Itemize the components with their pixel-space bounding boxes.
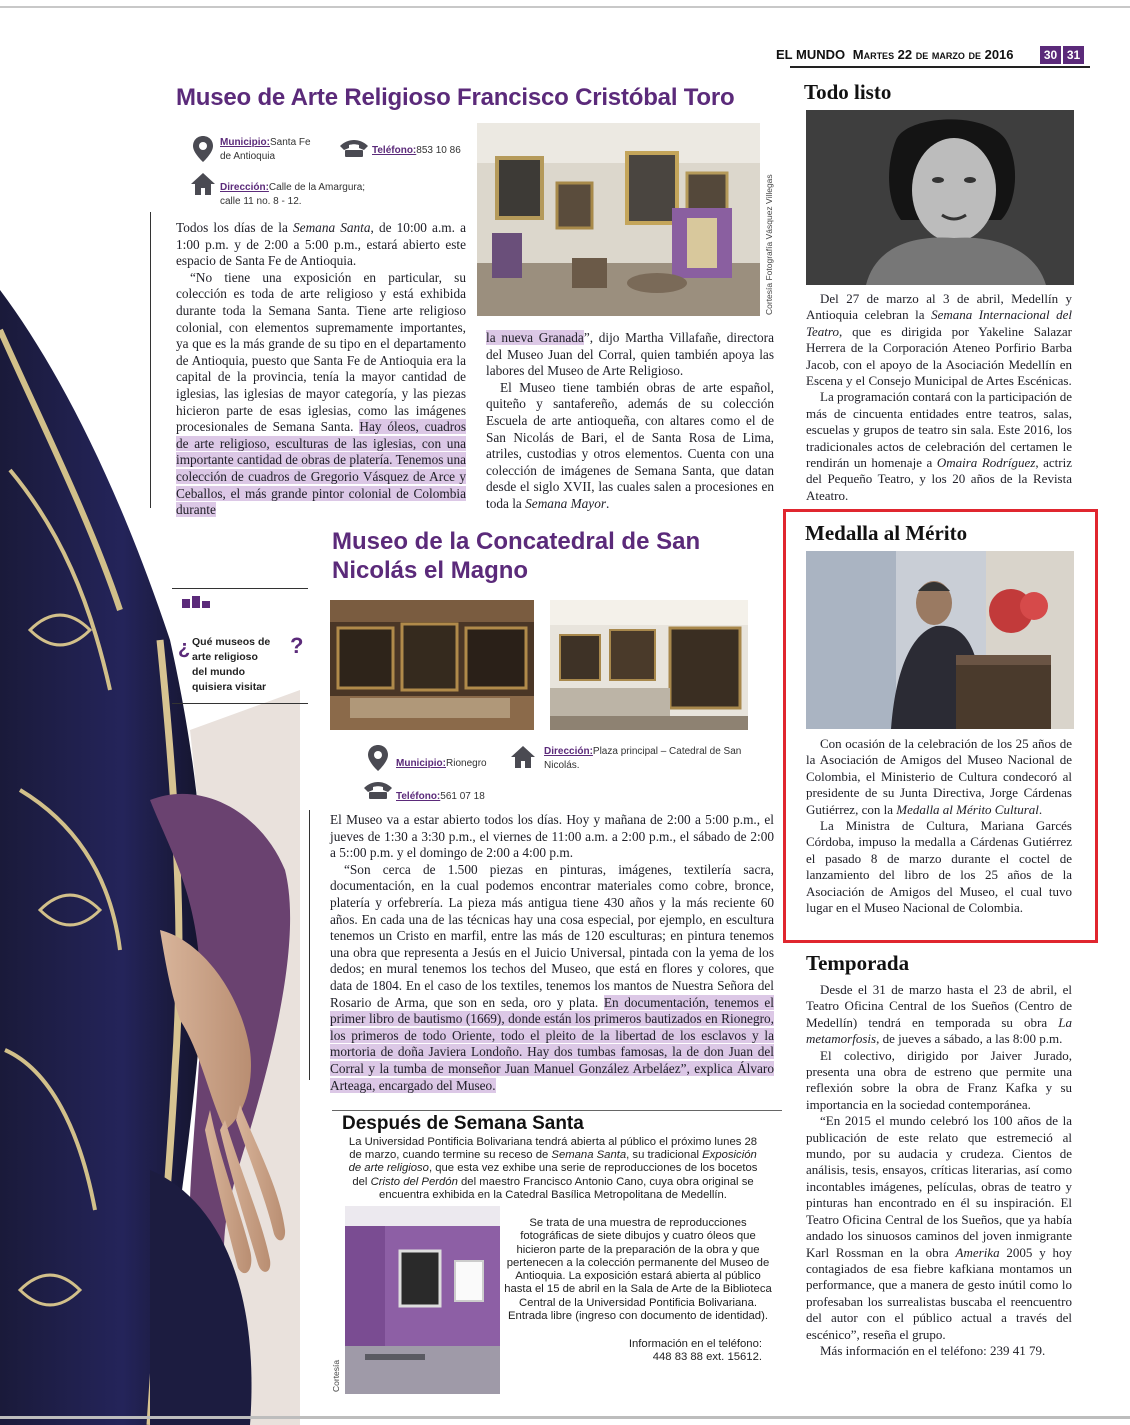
scan-edge bbox=[0, 1416, 1130, 1419]
concatedral-photo-2 bbox=[550, 600, 748, 730]
museo-toro-col1 bbox=[176, 220, 466, 519]
poll-open-mark: ¿ bbox=[178, 637, 191, 659]
concatedral-municipio bbox=[396, 753, 487, 771]
museo-toro-photo bbox=[477, 123, 760, 316]
poll-question: Qué museos de arte religioso del mundo quisiera visitar bbox=[192, 636, 271, 693]
direccion-label: Dirección: bbox=[220, 182, 269, 193]
despues-box-border bbox=[332, 1110, 782, 1111]
column-rule bbox=[150, 212, 151, 508]
temporada-body bbox=[806, 982, 1072, 1359]
telefono-label: Teléfono: bbox=[372, 145, 417, 156]
temporada-paragraph: Desde el 31 de marzo hasta el 23 de abril, el Teatro Oficina Central de los Sueños (Centro de Medellín) tendrá en temporada su obra La metamorfosis, de jueves a sábado, a las 8:00 p.m. bbox=[806, 982, 1072, 1047]
telefono-info bbox=[372, 140, 461, 158]
museo-concatedral-body bbox=[330, 812, 774, 1094]
despues-intro: La Universidad Pontificia Bolivariana tendrá abierta al público el próximo lunes 28 de marzo, cuando termine su receso de Semana Santa, su tradicional Exposición de arte religioso, que esta vez exhibe una serie de reproducciones de los bocetos del Cristo del Perdón del maestro Francisco Antonio Cano, cuya obra original se encuentra exhibida en la Catedral Basílica Metropolitana de Medellín. bbox=[348, 1136, 758, 1201]
column-rule bbox=[309, 810, 310, 1080]
telephone-icon bbox=[362, 780, 394, 805]
page-number-left: 30 bbox=[1040, 46, 1061, 64]
todo-listo-paragraph: La programación contará con la participación de más de cincuenta entidades entre teatros, salas, escuelas y grupos de teatro sin sala. Este 2016, los tradicionales actos de celebración del certamen le rendirán un homenaje a Omaira Rodríguez, actriz del Pequeño Teatro, y los 20 años de la Revista Ateatro. bbox=[806, 389, 1072, 503]
telefono-label: Teléfono: bbox=[396, 791, 441, 802]
medalla-paragraph: Con ocasión de la celebración de los 25 años de la Asociación de Amigos del Museo Nacional de Colombia, el Ministerio de Cultura condecoró al presidente de su Junta Directiva, Jorge Cárdenas Gutiérrez, con la Medalla al Mérito Cultural. bbox=[806, 736, 1072, 817]
todo-listo-title: Todo listo bbox=[804, 80, 892, 104]
page-header bbox=[776, 47, 1014, 65]
concatedral-photo-1 bbox=[330, 600, 534, 730]
direccion-value: Plaza principal – Catedral de San Nicolás. bbox=[544, 746, 742, 771]
scan-edge bbox=[0, 6, 1130, 8]
direccion-info bbox=[220, 180, 380, 208]
todo-listo-paragraph: Del 27 de marzo al 3 de abril, Medellín y Antioquia celebran la Semana Internacional del Teatro, que es dirigida por Yakeline Salazar Herrera de la Corporación Ateneo Porfirio Barba Jacob, con el apoyo de la Asociación Medellín en Escena y el Consejo Municipal de Artes Escénicas. bbox=[806, 291, 1072, 389]
museo-toro-col2 bbox=[486, 330, 774, 513]
page-number-right: 31 bbox=[1063, 46, 1084, 64]
poll-box bbox=[172, 588, 308, 704]
temporada-paragraph: Más información en el teléfono: 239 41 79. bbox=[820, 1342, 1046, 1358]
museo-toro-title: Museo de Arte Religioso Francisco Cristóbal Toro bbox=[176, 84, 735, 111]
museo-toro-paragraph: “No tiene una exposición en particular, su colección es toda de arte religioso y está exhibida durante toda la Semana Santa. Tiene arte religioso colonial, con elementos supremamente importantes, ya que es la más grande de su tipo en el departamento de Antioquia, puesto que Santa Fe de Antioquia era la capital de la provincia, tenía la mayor cantidad de iglesias, las iglesias de mayor categoría, y las piezas hicieron parte de esas iglesias, como las imágenes procesionales de Semana Santa. Hay óleos, cuadros de arte religioso, esculturas de las iglesias, con una importante cantidad de obras de platería. Tenemos una colección de cuadros de Gregorio Vásquez de Arce y Ceballos, el más grande pintor colonial de Colombia durante bbox=[176, 269, 466, 518]
concatedral-telefono bbox=[396, 786, 485, 804]
municipio-label: Municipio: bbox=[396, 758, 446, 769]
medalla-title: Medalla al Mérito bbox=[805, 521, 968, 545]
location-pin-icon bbox=[192, 135, 214, 168]
header-rule bbox=[790, 66, 1090, 68]
municipio-value: Rionegro bbox=[446, 758, 487, 769]
despues-photo-credit: Cortesía bbox=[331, 1359, 341, 1392]
museo-toro-paragraph: Todos los días de la Semana Santa, de 10:00 a.m. a 1:00 p.m. y de 2:00 a 5:00 p.m., estará abierto este espacio de Santa Fe de Antioquia. bbox=[176, 220, 466, 269]
direccion-value: Calle de la Amargura; calle 11 no. 8 - 12. bbox=[220, 182, 366, 207]
direccion-label: Dirección: bbox=[544, 746, 593, 757]
bar-chart-icon bbox=[182, 595, 212, 613]
house-icon bbox=[190, 172, 216, 201]
despues-title: Después de Semana Santa bbox=[342, 1113, 584, 1134]
medalla-photo bbox=[806, 551, 1074, 729]
museo-toro-paragraph: la nueva Granada”, dijo Martha Villafañe, directora del Museo Juan del Corral, quien también apoya las labores del Museo de Arte Religioso. bbox=[486, 330, 775, 379]
medalla-body bbox=[806, 736, 1072, 916]
despues-exhibition-photo bbox=[345, 1206, 500, 1394]
concatedral-direccion bbox=[544, 744, 744, 772]
todo-listo-body bbox=[806, 291, 1072, 504]
todo-listo-photo bbox=[806, 110, 1074, 285]
house-icon bbox=[510, 745, 536, 774]
municipio-info bbox=[220, 135, 320, 163]
municipio-value: Santa Fe de Antioquia bbox=[220, 137, 311, 162]
concatedral-paragraph: El Museo va a estar abierto todos los días. Hoy y mañana de 2:00 a 5:00 p.m., el jueves de 1:30 a 3:30 p.m., el viernes de 11:00 a.m. a 2:00 p.m., el sábado de 2:00 a 5::00 p.m. y el domingo de 2:00 a 4:00 p.m. bbox=[330, 812, 774, 861]
museo-toro-photo-credit: Cortesía Fotografía Vásquez Villegas bbox=[764, 174, 774, 315]
temporada-paragraph: El colectivo, dirigido por Jaiver Jurado, presenta una obra de estreno que permite una reflexión sobre la obra de Franz Kafka y su importancia en la sociedad contemporánea. bbox=[806, 1047, 1072, 1112]
telephone-icon bbox=[338, 138, 370, 163]
issue-date: Martes 22 de marzo de 2016 bbox=[852, 47, 1014, 62]
location-pin-icon bbox=[367, 744, 389, 777]
temporada-paragraph: “En 2015 el mundo celebró los 100 años de la publicación de este relato que estremeció al mundo, por su audacia y crudeza. Cientos de análisis, tesis, ensayos, críticas literarias, así como incontables imágenes, películas, obras de teatro y pinturas han encontrado en él su inspiración. El Teatro Oficina Central de los Sueños, que ya había andado los sinuosos caminos del joven inmigrante Karl Rossman en la obra Amerika 2005 y hoy contagiados de esa fiebre kafkiana montamos un performance, que a manera de gesto inútil como lo profesaban los surrealistas buscaba el reencuentro del autor con el público actual a través del escénico”, reseña el grupo. bbox=[806, 1113, 1073, 1342]
poll-close-mark: ? bbox=[290, 633, 304, 658]
museo-toro-paragraph: El Museo tiene también obras de arte español, quiteño y santafereño, además de su colección Escuela de arte antioqueña, con altares como el de San Nicolás de Bari, el de Santa Rosa de Lima, atriles, custodias y otros elementos. Cuenta con una colección de imágenes de Semana Santa, que datan desde el siglo XVII, las cuales salen a procesiones en toda la Semana Mayor. bbox=[486, 379, 774, 511]
newspaper-name: EL MUNDO bbox=[776, 47, 846, 62]
despues-contact: Información en el teléfono: 448 83 88 ext. 15612. bbox=[628, 1338, 762, 1364]
telefono-value: 561 07 18 bbox=[440, 791, 485, 802]
municipio-label: Municipio: bbox=[220, 137, 270, 148]
temporada-title: Temporada bbox=[806, 951, 910, 975]
despues-body: Se trata de una muestra de reproducciones fotográficas de siete dibujos y cuatro óleos que hicieron parte de la preparación de la obra y que pertenecen a la colección permanente del Museo de Antioquia. La exposición estará abierta al público hasta el 15 de abril en la Sala de Arte de la Biblioteca Central de la Universidad Pontificia Bolivariana. Entrada libre (ingreso con documento de identidad). bbox=[504, 1217, 772, 1323]
museo-concatedral-title: Museo de la Concatedral de San Nicolás el Magno bbox=[332, 528, 701, 584]
medalla-paragraph: La Ministra de Cultura, Mariana Garcés Córdoba, impuso la medalla a Cárdenas Gutiérrez el pasado 8 de marzo durante el coctel de lanzamiento del libro de los 25 años de la Asociación de Amigos del Museo, el cual tuvo lugar en el Museo Nacional de Colombia. bbox=[806, 818, 1072, 916]
concatedral-paragraph: “Son cerca de 1.500 piezas en pinturas, imágenes, textilería sacra, documentación, en la cual podemos encontrar materiales como cobre, bronce, platería y orfebrería. La pieza más antigua tiene 430 años y la más reciente 60 años. En cada una de las técnicas hay una cosa especial, por ejemplo, en escultura tenemos un Cristo en marfil, entre las más de 120 esculturas; en pintura tenemos una obra que representa a Jesús en el Juicio Universal, pintada con la yema de los dedos; en mural tenemos los techos del Museo, que está en flores y colores, que data de 1804. En el caso de los textiles, tenemos los mantos de Nuestra Señora del Rosario de Arma, que son en seda, oro y plata. En documentación, tenemos el primer libro de bautismo (1669), donde están los primeros bautizados en Rionegro, los primeros de todo Oriente, todo el pleito de la libertad de los esclavos y la mortoria de doña Javiera Londoño. Hay dos tumbas famosas, la de don Juan del Corral y la tumba de monseñor Juan Manuel González Arbeláez”, explica Álvaro Arteaga, encargado del Museo. bbox=[330, 861, 774, 1093]
telefono-value: 853 10 86 bbox=[416, 145, 461, 156]
